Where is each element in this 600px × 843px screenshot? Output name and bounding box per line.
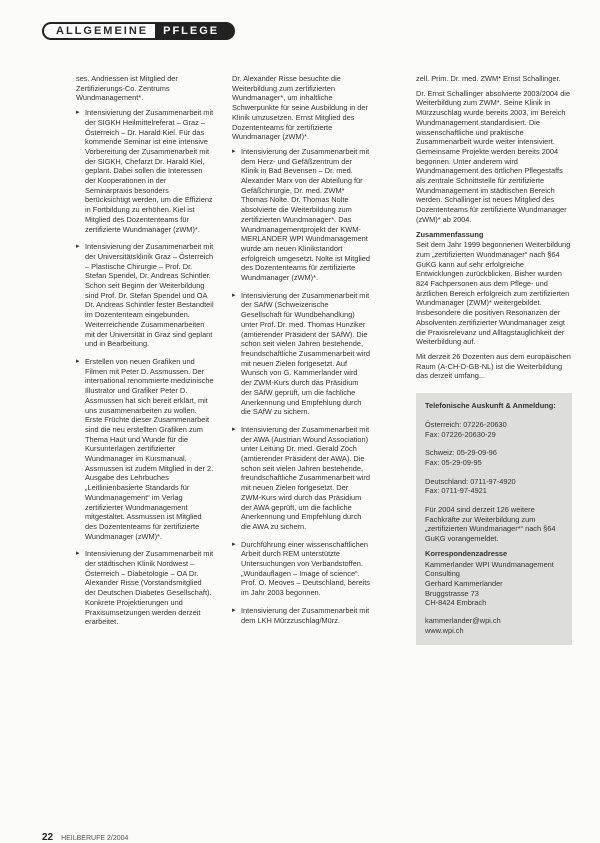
paragraph: ses. Andriessen ist Mitglied der Zertifizierungs-Co. Zentrums Wundmanagement*. <box>76 74 178 103</box>
web-link[interactable]: www.wpi.ch <box>425 625 464 635</box>
bullet-list <box>232 147 370 625</box>
bullet-item: ▸ Intensivierung der Zusammenarbeit mit der AWA (Austrian Wound Association) unter Leitung Dr. med. Gerald Zöch (amtierender Präsident der AWA). Die schon seit vielen Jahren bestehende, freundschaftliche Zusammenarbeit wird mit neuen Zielen fortgesetzt. Der ZWM-Kurs wird durch das Präsidium der AWA geprüft, um die fachliche Anerkennung und Empfehlung durch die AWA zu sichern. <box>232 425 370 532</box>
address-line: CH-8424 Embrach <box>425 598 487 608</box>
address-line: Kammerlander WPI Wundmanagement <box>425 559 554 569</box>
bullet-item: ▸ Intensivierung der Zusammenarbeit mit dem Herz- und Gefäßzentrum der Klinik in Bad Bevensen – Dr. med. Alexander Marx von der Abteilung für Gefäßchirurgie, Dr. med. ZWM* Thomas Nolte. Dr. Thomas Nolte absolvierte die Weiterbildung zum zertifizierten Wundmanager*. Das Wundmanagementprojekt der KWM-MERLANDER WPI Wundmanagement wurde am neuen Klinikstandort erfolgreich umgesetzt. Nolte ist Mitglied des Dozententeams für zertifizierte Wundmanager (zWM)*. <box>232 147 370 283</box>
header-category: ALLGEMEINE <box>42 22 155 40</box>
address-heading: Korrespondenzadresse <box>425 548 508 558</box>
bullet-item: ▸ Durchführung einer wissenschaftlichen Arbeit durch REM unterstützte Untersuchungen von Verbandstoffen. „Wundauflagen – Image of science“. Prof. O. Meoves – Deutschland, bereits im Jahr 2003 begonnen. <box>232 540 370 598</box>
bullet-item: ▸ Intensivierung der Zusammenarbeit mit der SIGKH Heilmittelreferat – Graz – Österreich – Dr. Harald Kiel. Für das kommende Seminar ist eine intensive Vorbereitung der Zusammenarbeit mit der SIGKH, Chefarzt Dr. Harald Kiel, geplant. Dabei sollen die Interessen der Kooperationen in der Seminarpraxis besonders berücksichtigt werden, um die Effizienz in Fortbildung zu erhöhen. Kiel ist Mitglied des Dozententeams für zertifizierte Wundmanager (zWM)*. <box>76 108 214 234</box>
address-line: Bruggstrasse 73 <box>425 588 479 598</box>
paragraph: Mit derzeit 26 Dozenten aus dem europäischen Raum (A-CH-D-GB-NL) ist die Weiterbildung das derzeit umfang... <box>416 351 571 381</box>
email-link[interactable]: kammerlander@wpi.ch <box>425 616 501 626</box>
address-line: Consulting <box>425 569 460 579</box>
bullet-item: ▸ Intensivierung der Zusammenarbeit mit der SAfW (Schweizerische Gesellschaft für Wundbehandlung) unter Prof. Dr. med. Thomas Hunziker (amtierender Präsident der SAfW). Die schon seit vielen Jahren bestehende, freundschaftliche Zusammenarbeit wird mit neuen Zielen fortgesetzt. Auf Wunsch von G. Kammerlander wird der ZWM-Kurs durch das Präsidium der SAfW geprüft, um die fachliche Anerkennung und Empfehlung durch die SAfW zu sichern. <box>232 291 370 417</box>
column-2 <box>232 74 370 633</box>
paragraph: zell. Prim. Dr. med. ZWM* Ernst Schallinger. <box>416 74 561 83</box>
paragraph: Seit dem Jahr 1999 begonnenen Weiterbildung zum „zertifizierten Wundmanager“ nach §64 GuKG kann auf sehr erfolgreiche Entwicklungen zurückblicken. Bisher wurden 824 Fachpersonen aus dem Pflege- und ärztlichen Bereich erfolgreich zum zertifizierten Wundmanager (ZWM)* weitergebildet. Insbesondere die positiven Resonanzen der Absolventen zertifizierter Wundmanager zeigt die Praxisrelevanz und Alltagstauglichkeit der Weiterbildung auf. <box>416 240 571 347</box>
publication-name: HEILBERUFE 2/2004 <box>61 835 129 842</box>
contact-austria <box>425 420 562 439</box>
page-number: 22 <box>42 832 54 843</box>
contact-switzerland <box>425 448 562 467</box>
paragraph: Dr. Ernst Schallinger absolvierte 2003/2004 die Weiterbildung zum ZWM*. Seine Klinik in Mürzzuschlag wurde bereits 2003, im Bereich Wundmanagement standardisiert. Die wissenschaftliche und praktische Zusammenarbeit wurde weiter intensiviert. Gemeinsame Projekte werden bereits 2004 begonnen. Unter anderem wird Wundmanagement des örtlichen Pflegestaffs als zentrale Schnittstelle für zertifizierte Wundmanagement im städtischen Bereich werden. Schallinger ist neues Mitglied des Dozententeams für zertifizierte Wundmanager (zWM)* ab 2004. <box>416 88 571 224</box>
contact-box-title: Telefonische Auskunft & Anmeldung: <box>425 401 556 411</box>
fax-number: Fax: 05-29-09-95 <box>425 457 482 467</box>
section-header <box>42 22 235 40</box>
fax-number: Fax: 07226-20630-29 <box>425 429 496 439</box>
phone-number[interactable]: Deutschland: 0711-97-4920 <box>425 476 516 486</box>
contact-germany <box>425 477 562 496</box>
bullet-item: ▸ Intensivierung der Zusammenarbeit mit der städtischen Klinik Nordwest – Österreich – Diabetologie – OA Dr. Alexander Risse (Vorstandsmitglied der Deutschen Diabetes Gesellschaft). Konkrete Projektierungen und Praxisumsetzungen werden derzeit erarbeitet. <box>76 549 214 627</box>
column-1 <box>76 74 214 635</box>
phone-number[interactable]: Schweiz: 05-29-09-96 <box>425 448 497 458</box>
page-footer <box>42 832 128 843</box>
box-note: Für 2004 sind derzeit 126 weitere Fachkräfte zur Weiterbildung zum „zertifizierten Wundmanager*“ nach §64 GuKG vorangemeldet. <box>425 505 556 544</box>
phone-number[interactable]: Österreich: 07226-20630 <box>425 419 507 429</box>
bullet-list <box>76 108 214 627</box>
address-line: Gerhard Kammerlander <box>425 578 503 588</box>
summary-heading: Zusammenfassung <box>416 229 484 239</box>
fax-number: Fax: 0711-97-4921 <box>425 486 487 496</box>
bullet-item: ▸ Erstellen von neuen Grafiken und Filmen mit Peter D. Assmussen. Der international renommierte medizinische Illustrator und Grafiker Peter D. Assmussen hat sich bereit erklärt, mit uns zusammenarbeiten zu wollen. Erste Früchte dieser Zusammenarbeit sind die neu erstellten Grafiken zum Thema Haut und Wunde für die Kursunterlagen zertifizierter Wundmanager im Kursmanual. Assmussen ist zudem Mitglied in der 2. Ausgabe des Lehrbuches „Leitlinienbasierte Standards für Wundmanagement“ im Verlag zertifizierter Wundmanagement mitgestaltet. Assmussen ist Mitglied des Dozententeams für zertifizierte Wundmanager (zWM)*. <box>76 357 214 541</box>
contact-box <box>416 393 572 645</box>
column-3 <box>416 74 572 645</box>
bullet-item: ▸ Intensivierung der Zusammenarbeit mit dem LKH Mürzzuschlag/Mürz. <box>232 606 370 625</box>
paragraph: Dr. Alexander Risse besuchte die Weiterbildung zum zertifizierten Wundmanager*, um inhaltliche Schwerpunkte für seine Ausbildung in der Klinik umzusetzen. Ernst Mitglied des Dozententeams für zertifizierte Wundmanager (zWM)*. <box>232 74 368 142</box>
bullet-item: ▸ Intensivierung der Zusammenarbeit mit der Universitätsklinik Graz – Österreich – Plastische Chirurgie – Prof. Dr. Stefan Spendel, Dr. Andreas Schintler. Schon seit Beginn der Weiterbildung sind Prof. Dr. Stefan Spendel und OA Dr. Andreas Schintler fester Bestandteil im Dozententeam eingebunden. Weiterreichende Zusammenarbeiten mit der Universität in Graz sind geplant und in Bearbeitung. <box>76 242 214 349</box>
header-subcategory: PFLEGE <box>155 22 235 40</box>
